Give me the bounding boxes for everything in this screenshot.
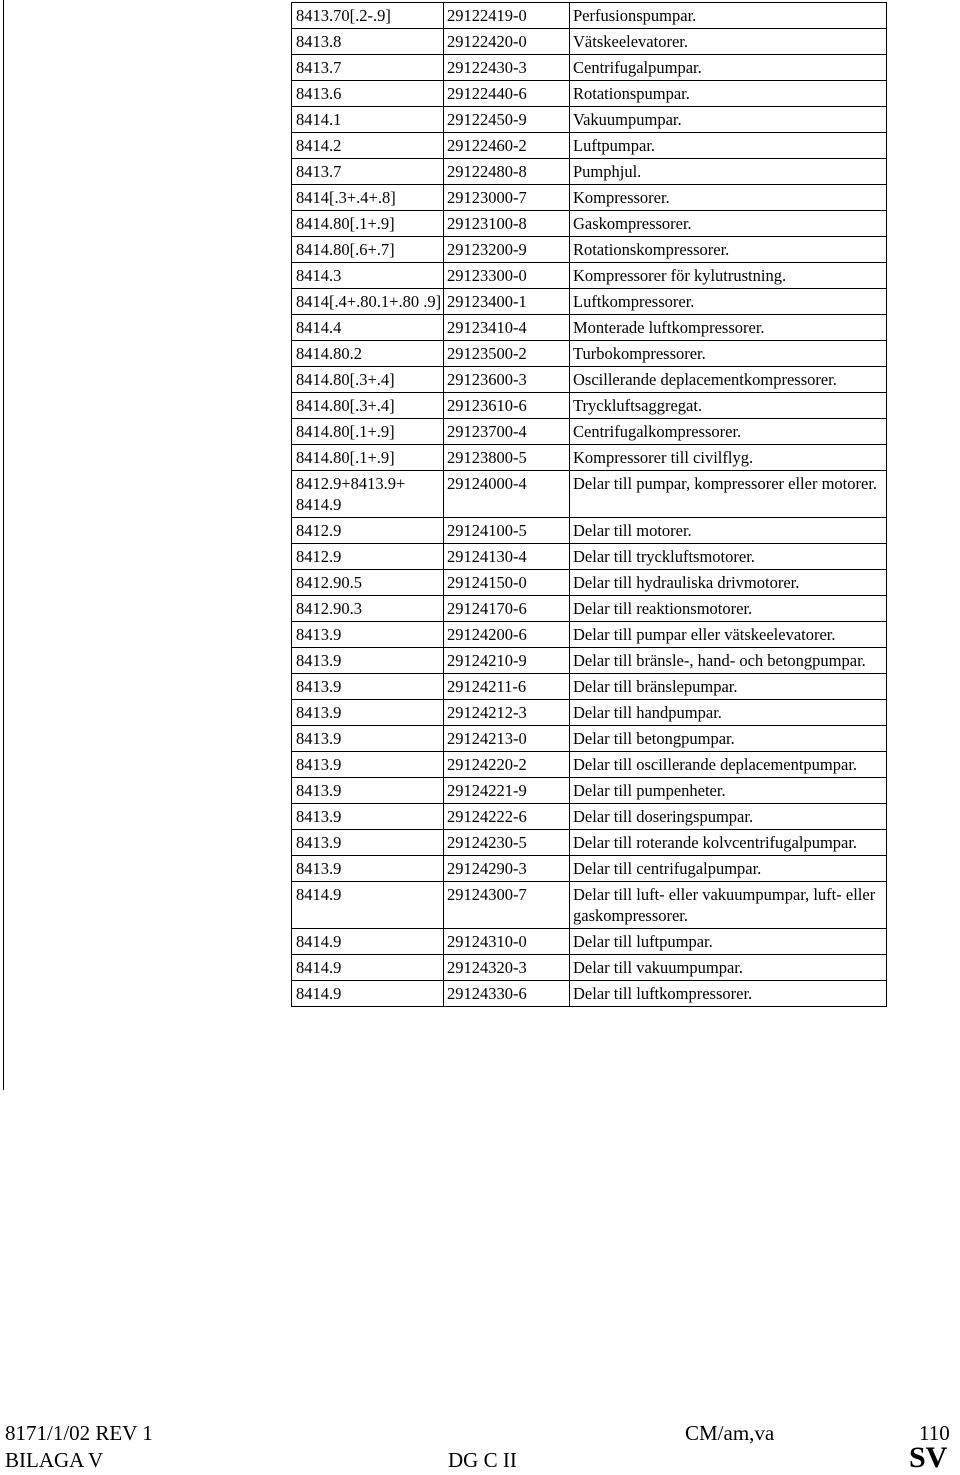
number-cell: 29123200-9	[444, 237, 570, 263]
number-cell: 29124213-0	[444, 726, 570, 752]
table-row	[292, 518, 887, 544]
description-cell: Delar till pumpenheter.	[570, 778, 887, 804]
number-cell: 29122420-0	[444, 29, 570, 55]
description-cell: Centrifugalpumpar.	[570, 55, 887, 81]
code-cell: 8414.80[.6+.7]	[292, 237, 444, 263]
code-cell: 8412.9+8413.9+ 8414.9	[292, 471, 444, 518]
nomenclature-table	[291, 2, 887, 1007]
description-cell: Vakuumpumpar.	[570, 107, 887, 133]
description-cell: Delar till pumpar eller vätskeelevatorer.	[570, 622, 887, 648]
number-cell: 29122460-2	[444, 133, 570, 159]
code-cell: 8413.9	[292, 804, 444, 830]
description-cell: Delar till handpumpar.	[570, 700, 887, 726]
number-cell: 29122450-9	[444, 107, 570, 133]
table-row	[292, 981, 887, 1007]
code-cell: 8413.9	[292, 674, 444, 700]
number-cell: 29123600-3	[444, 367, 570, 393]
description-cell: Luftpumpar.	[570, 133, 887, 159]
code-cell: 8414.3	[292, 263, 444, 289]
table-row	[292, 211, 887, 237]
table-row	[292, 341, 887, 367]
description-cell: Delar till bränsle-, hand- och betongpumpar.	[570, 648, 887, 674]
table-row	[292, 367, 887, 393]
table-row	[292, 107, 887, 133]
number-cell: 29124212-3	[444, 700, 570, 726]
code-cell: 8413.7	[292, 55, 444, 81]
description-cell: Kompressorer för kylutrustning.	[570, 263, 887, 289]
table-row	[292, 882, 887, 929]
description-cell: Delar till centrifugalpumpar.	[570, 856, 887, 882]
description-cell: Vätskeelevatorer.	[570, 29, 887, 55]
description-cell: Luftkompressorer.	[570, 289, 887, 315]
code-cell: 8413.6	[292, 81, 444, 107]
number-cell: 29123300-0	[444, 263, 570, 289]
code-cell: 8413.9	[292, 856, 444, 882]
language-code: SV	[909, 1441, 948, 1474]
description-cell: Delar till oscillerande deplacementpumpar.	[570, 752, 887, 778]
table-row	[292, 3, 887, 29]
code-cell: 8414.2	[292, 133, 444, 159]
description-cell: Perfusionspumpar.	[570, 3, 887, 29]
table-row	[292, 674, 887, 700]
description-cell: Delar till doseringspumpar.	[570, 804, 887, 830]
table-row	[292, 185, 887, 211]
code-cell: 8414[.3+.4+.8]	[292, 185, 444, 211]
description-cell: Gaskompressorer.	[570, 211, 887, 237]
table-row	[292, 81, 887, 107]
code-cell: 8413.9	[292, 726, 444, 752]
number-cell: 29123410-4	[444, 315, 570, 341]
description-cell: Centrifugalkompressorer.	[570, 419, 887, 445]
description-cell: Delar till roterande kolvcentrifugalpumpar.	[570, 830, 887, 856]
code-cell: 8413.9	[292, 752, 444, 778]
table-row	[292, 648, 887, 674]
table-row	[292, 315, 887, 341]
table-body	[292, 3, 887, 1007]
document-reference: 8171/1/02 REV 1	[5, 1421, 153, 1445]
number-cell: 29124290-3	[444, 856, 570, 882]
page-number: 110	[919, 1421, 950, 1445]
table-row	[292, 133, 887, 159]
annex-label: BILAGA V	[5, 1448, 104, 1472]
number-cell: 29122419-0	[444, 3, 570, 29]
code-cell: 8413.9	[292, 830, 444, 856]
number-cell: 29124230-5	[444, 830, 570, 856]
table-row	[292, 445, 887, 471]
number-cell: 29122430-3	[444, 55, 570, 81]
code-cell: 8414.9	[292, 929, 444, 955]
number-cell: 29124222-6	[444, 804, 570, 830]
code-cell: 8413.8	[292, 29, 444, 55]
description-cell: Delar till luft- eller vakuumpumpar, luft- eller gaskompressorer.	[570, 882, 887, 929]
table-row	[292, 830, 887, 856]
description-cell: Oscillerande deplacementkompressorer.	[570, 367, 887, 393]
code-cell: 8414.80.2	[292, 341, 444, 367]
number-cell: 29124300-7	[444, 882, 570, 929]
code-cell: 8412.9	[292, 544, 444, 570]
table-row	[292, 622, 887, 648]
code-cell: 8412.90.5	[292, 570, 444, 596]
description-cell: Delar till hydrauliska drivmotorer.	[570, 570, 887, 596]
description-cell: Pumphjul.	[570, 159, 887, 185]
number-cell: 29123500-2	[444, 341, 570, 367]
table-row	[292, 29, 887, 55]
table-row	[292, 752, 887, 778]
table-row	[292, 55, 887, 81]
description-cell: Kompressorer.	[570, 185, 887, 211]
number-cell: 29124221-9	[444, 778, 570, 804]
number-cell: 29122480-8	[444, 159, 570, 185]
number-cell: 29124000-4	[444, 471, 570, 518]
code-cell: 8413.70[.2-.9]	[292, 3, 444, 29]
number-cell: 29123100-8	[444, 211, 570, 237]
table-row	[292, 596, 887, 622]
table-row	[292, 700, 887, 726]
table-row	[292, 929, 887, 955]
code-cell: 8414.80[.3+.4]	[292, 367, 444, 393]
code-cell: 8412.9	[292, 518, 444, 544]
code-cell: 8414.9	[292, 981, 444, 1007]
description-cell: Delar till luftpumpar.	[570, 929, 887, 955]
code-cell: 8414[.4+.80.1+.80 .9]	[292, 289, 444, 315]
description-cell: Delar till bränslepumpar.	[570, 674, 887, 700]
number-cell: 29122440-6	[444, 81, 570, 107]
description-cell: Delar till pumpar, kompressorer eller motorer.	[570, 471, 887, 518]
code-cell: 8414.1	[292, 107, 444, 133]
table-row	[292, 804, 887, 830]
code-cell: 8414.80[.1+.9]	[292, 211, 444, 237]
number-cell: 29123800-5	[444, 445, 570, 471]
table-row	[292, 778, 887, 804]
code-cell: 8414.80[.3+.4]	[292, 393, 444, 419]
code-cell: 8414.4	[292, 315, 444, 341]
description-cell: Delar till luftkompressorer.	[570, 981, 887, 1007]
code-cell: 8413.9	[292, 622, 444, 648]
table-row	[292, 471, 887, 518]
table-row	[292, 419, 887, 445]
table-row	[292, 289, 887, 315]
number-cell: 29124220-2	[444, 752, 570, 778]
description-cell: Delar till motorer.	[570, 518, 887, 544]
number-cell: 29123700-4	[444, 419, 570, 445]
description-cell: Rotationspumpar.	[570, 81, 887, 107]
number-cell: 29123000-7	[444, 185, 570, 211]
code-cell: 8413.7	[292, 159, 444, 185]
number-cell: 29124310-0	[444, 929, 570, 955]
code-cell: 8414.9	[292, 882, 444, 929]
table-row	[292, 856, 887, 882]
number-cell: 29123610-6	[444, 393, 570, 419]
table-row	[292, 570, 887, 596]
table-row	[292, 237, 887, 263]
table-row	[292, 159, 887, 185]
author-initials: CM/am,va	[685, 1421, 775, 1445]
description-cell: Kompressorer till civilflyg.	[570, 445, 887, 471]
number-cell: 29124200-6	[444, 622, 570, 648]
code-cell: 8414.80[.1+.9]	[292, 419, 444, 445]
table-row	[292, 544, 887, 570]
table-row	[292, 393, 887, 419]
table-row	[292, 955, 887, 981]
description-cell: Delar till betongpumpar.	[570, 726, 887, 752]
directorate-label: DG C II	[448, 1448, 517, 1472]
description-cell: Tryckluftsaggregat.	[570, 393, 887, 419]
number-cell: 29124100-5	[444, 518, 570, 544]
code-cell: 8414.80[.1+.9]	[292, 445, 444, 471]
page-margin-rule	[3, 0, 4, 1090]
description-cell: Turbokompressorer.	[570, 341, 887, 367]
code-cell: 8413.9	[292, 648, 444, 674]
number-cell: 29124210-9	[444, 648, 570, 674]
code-cell: 8414.9	[292, 955, 444, 981]
description-cell: Rotationskompressorer.	[570, 237, 887, 263]
number-cell: 29124150-0	[444, 570, 570, 596]
table-row	[292, 263, 887, 289]
number-cell: 29124170-6	[444, 596, 570, 622]
description-cell: Monterade luftkompressorer.	[570, 315, 887, 341]
number-cell: 29123400-1	[444, 289, 570, 315]
number-cell: 29124211-6	[444, 674, 570, 700]
description-cell: Delar till reaktionsmotorer.	[570, 596, 887, 622]
description-cell: Delar till tryckluftsmotorer.	[570, 544, 887, 570]
code-cell: 8412.90.3	[292, 596, 444, 622]
code-cell: 8413.9	[292, 778, 444, 804]
description-cell: Delar till vakuumpumpar.	[570, 955, 887, 981]
code-cell: 8413.9	[292, 700, 444, 726]
number-cell: 29124330-6	[444, 981, 570, 1007]
table-row	[292, 726, 887, 752]
number-cell: 29124320-3	[444, 955, 570, 981]
number-cell: 29124130-4	[444, 544, 570, 570]
